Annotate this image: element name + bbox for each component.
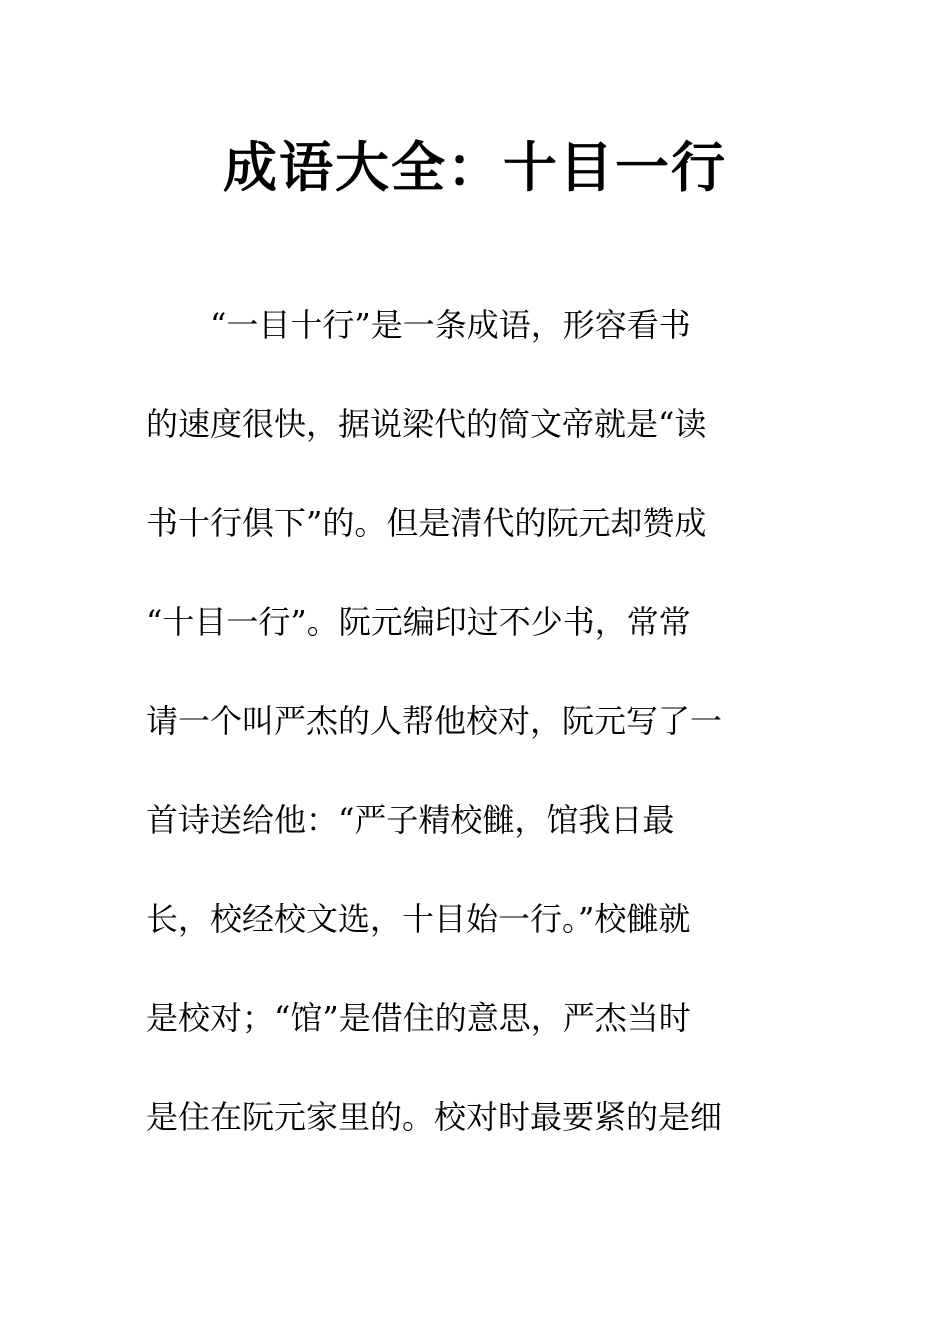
text-line-6: 首诗送给他：“严子精校雠，馆我日最 xyxy=(146,801,675,839)
page-title: 成语大全：十目一行 xyxy=(223,136,727,199)
text-line-8: 是校对；“馆”是借住的意思，严杰当时 xyxy=(146,999,691,1037)
text-line-1: “一目十行”是一条成语，形容看书 xyxy=(146,306,691,344)
text-line-7: 长，校经校文选，十目始一行。”校雠就 xyxy=(146,900,691,938)
text-line-5: 请一个叫严杰的人帮他校对，阮元写了一 xyxy=(146,702,723,740)
text-line-3: 书十行俱下”的。但是清代的阮元却赞成 xyxy=(146,504,707,542)
text-line-9: 是住在阮元家里的。校对时最要紧的是细 xyxy=(146,1098,723,1136)
text-line-4: “十目一行”。阮元编印过不少书，常常 xyxy=(146,603,691,641)
text-line-2: 的速度很快，据说梁代的简文帝就是“读 xyxy=(146,405,707,443)
